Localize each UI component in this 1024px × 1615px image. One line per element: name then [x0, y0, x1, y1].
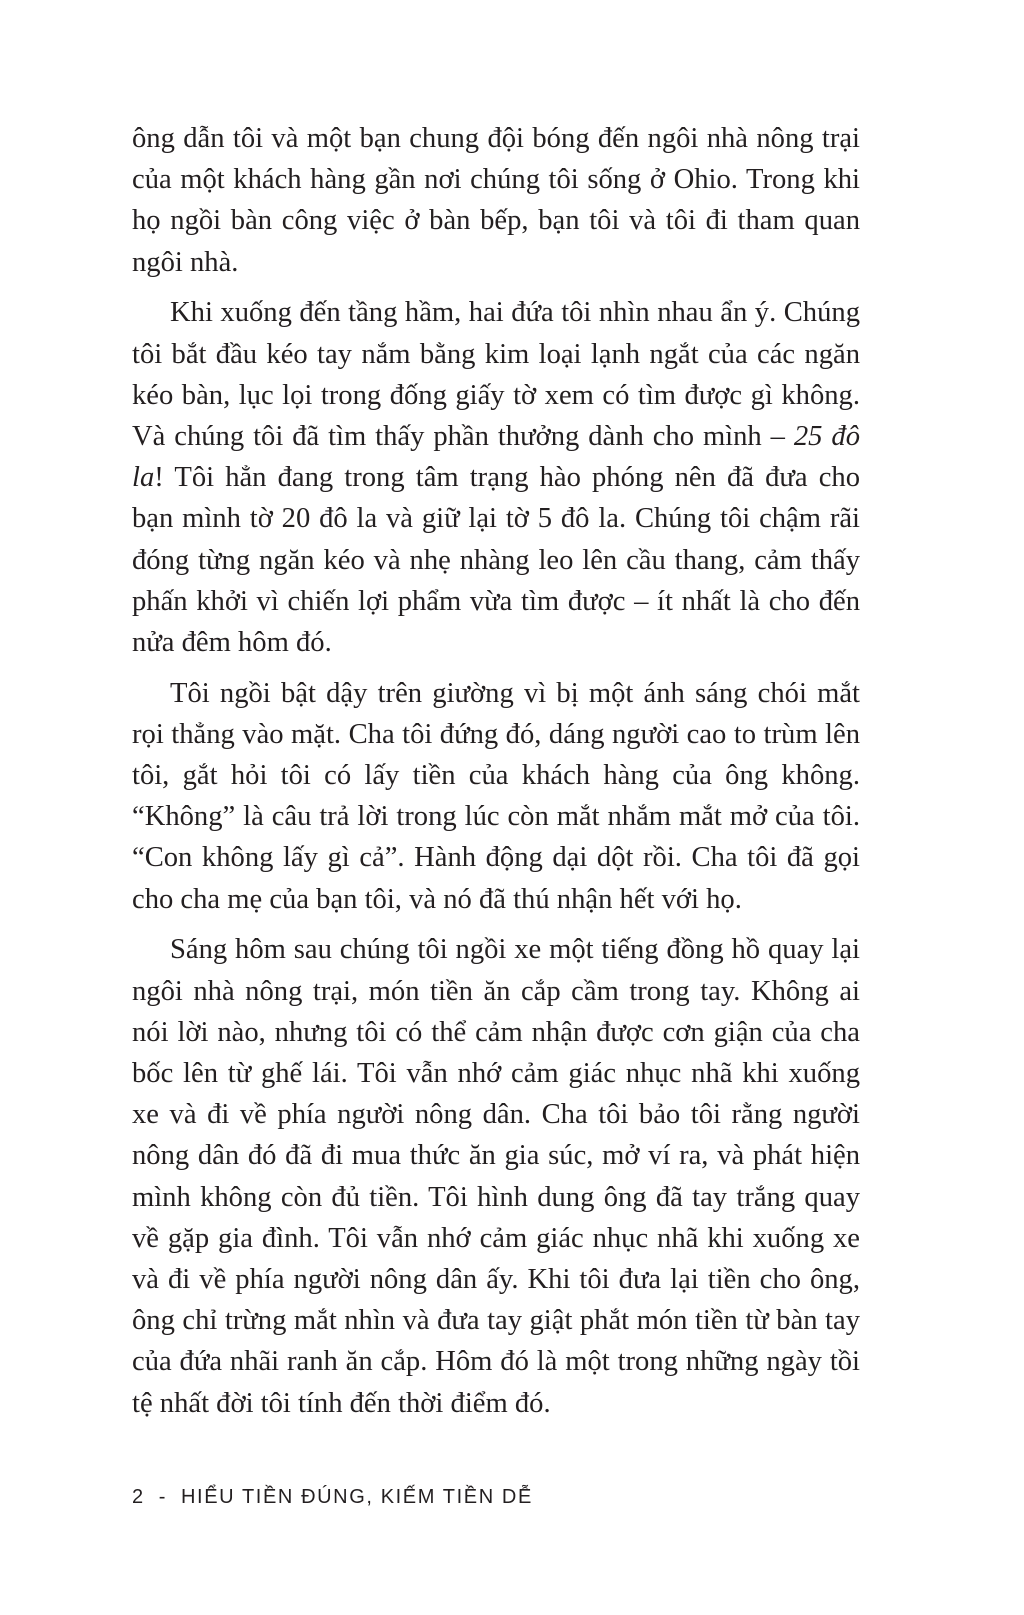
paragraph-3: Tôi ngồi bật dậy trên giường vì bị một ánh sáng chói mắt rọi thẳng vào mặt. Cha tôi đứng đó, dáng người cao to trùm lên tôi, gắt hỏi tôi có lấy tiền của khách hàng của ông không. “Không” là câu trả lời trong lúc còn mắt nhắm mắt mở của tôi. “Con không lấy gì cả”. Hành động dại dột rồi. Cha tôi đã gọi cho cha mẹ của bạn tôi, và nó đã thú nhận hết với họ.	[132, 677, 860, 915]
body-text	[132, 118, 860, 1433]
paragraph-1: ông dẫn tôi và một bạn chung đội bóng đến ngôi nhà nông trại của một khách hàng gần nơi chúng tôi sống ở Ohio. Trong khi họ ngồi bàn công việc ở bàn bếp, bạn tôi và tôi đi tham quan ngôi nhà.	[132, 123, 860, 278]
paragraph-2-italic-amount: 25 đô la	[132, 420, 860, 494]
paragraph-2	[132, 292, 860, 663]
paragraph-2-text-before: Khi xuống đến tầng hầm, hai đứa tôi nhìn nhau ẩn ý. Chúng tôi bắt đầu kéo tay nắm bằng kim loại lạnh ngắt của các ngăn kéo bàn, lục lọi trong đống giấy tờ xem có tìm được gì không. Và chúng tôi đã tìm thấy phần thưởng dành cho mình –	[132, 297, 860, 452]
paragraph-2-text-after: ! Tôi hẳn đang trong tâm trạng hào phóng nên đã đưa cho bạn mình tờ 20 đô la và giữ lại tờ 5 đô la. Chúng tôi chậm rãi đóng từng ngăn kéo và nhẹ nhàng leo lên cầu thang, cảm thấy phấn khởi vì chiến lợi phẩm vừa tìm được – ít nhất là cho đến nửa đêm hôm đó.	[132, 462, 860, 658]
paragraph-4: Sáng hôm sau chúng tôi ngồi xe một tiếng đồng hồ quay lại ngôi nhà nông trại, món tiền ăn cắp cầm trong tay. Không ai nói lời nào, nhưng tôi có thể cảm nhận được cơn giận của cha bốc lên từ ghế lái. Tôi vẫn nhớ cảm giác nhục nhã khi xuống xe và đi về phía người nông dân. Cha tôi bảo tôi rằng người nông dân đó đã đi mua thức ăn gia súc, mở ví ra, và phát hiện mình không còn đủ tiền. Tôi hình dung ông đã tay trắng quay về gặp gia đình. Tôi vẫn nhớ cảm giác nhục nhã khi xuống xe và đi về phía người nông dân ấy. Khi tôi đưa lại tiền cho ông, ông chỉ trừng mắt nhìn và đưa tay giật phắt món tiền từ bàn tay của đứa nhãi ranh ăn cắp. Hôm đó là một trong những ngày tồi tệ nhất đời tôi tính đến thời điểm đó.	[132, 934, 860, 1419]
footer-separator: -	[158, 1486, 167, 1508]
page-number: 2	[132, 1486, 145, 1508]
page-footer	[132, 1486, 533, 1509]
running-title: HIỂU TIỀN ĐÚNG, KIẾM TIỀN DỄ	[181, 1486, 533, 1508]
